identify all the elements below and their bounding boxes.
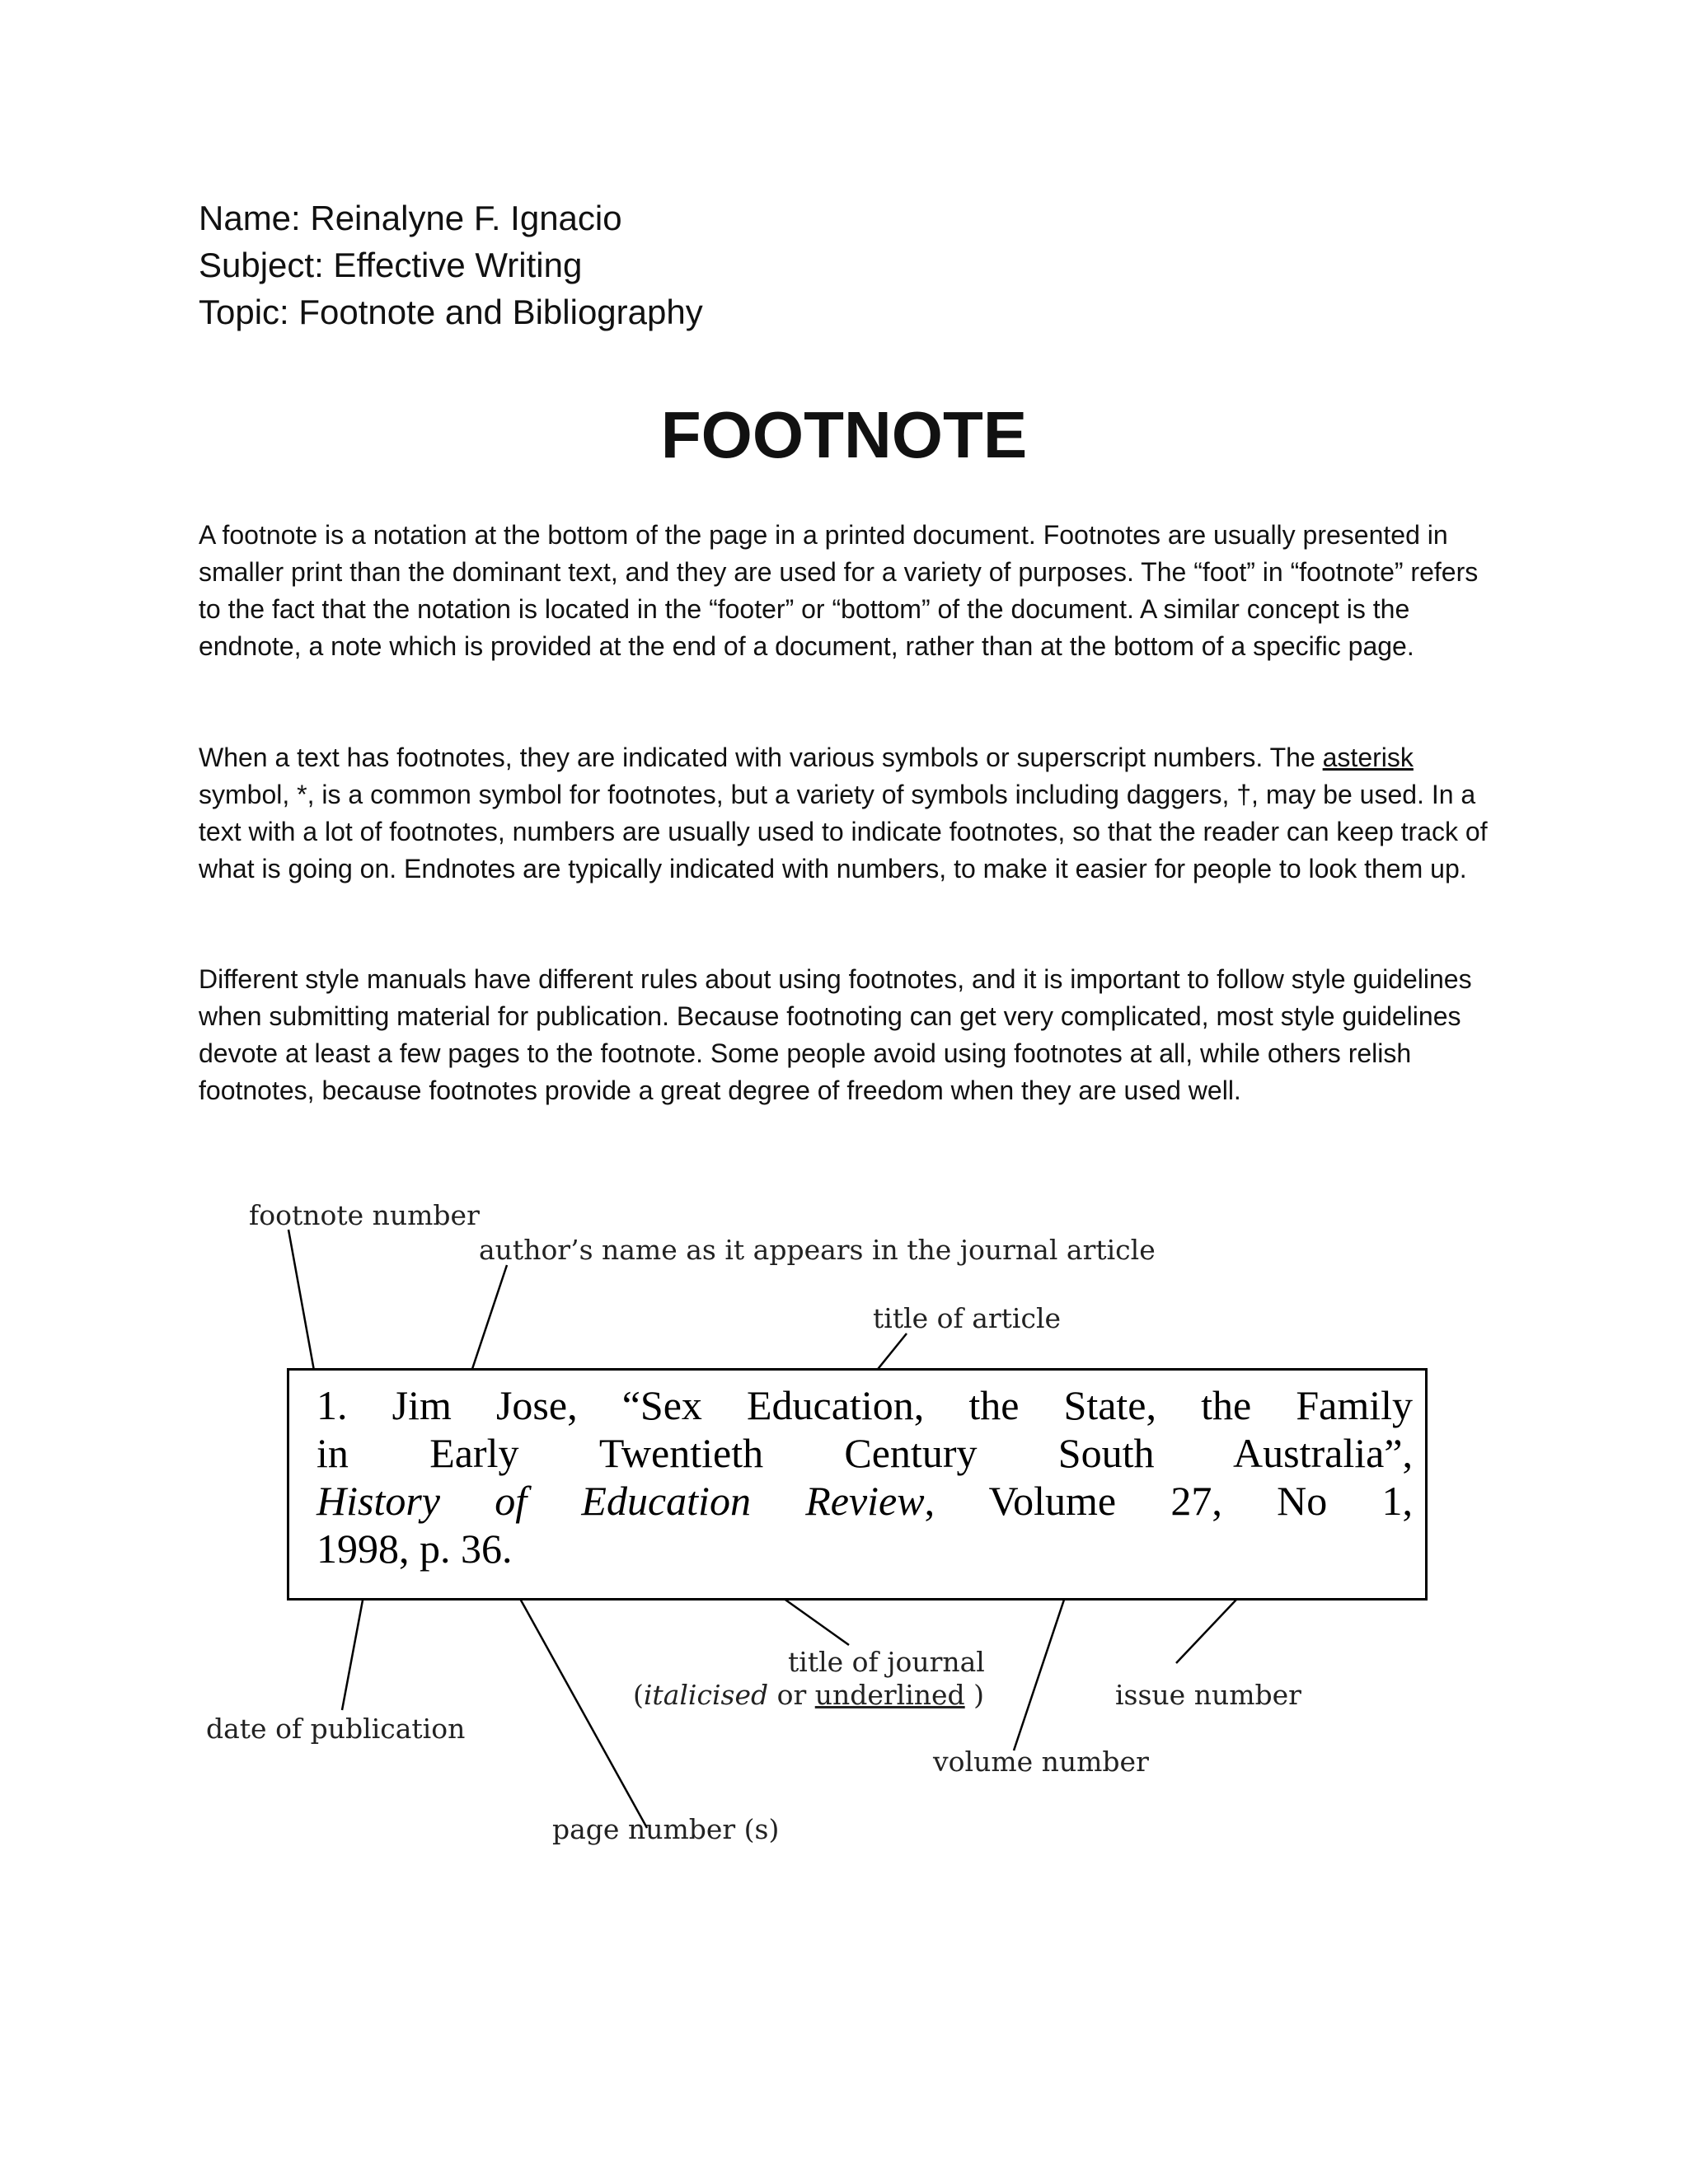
citation-journal-title: History of Education Review [316, 1478, 925, 1524]
student-name: Name: Reinalyne F. Ignacio [199, 199, 622, 237]
citation-line-1: 1. Jim Jose, “Sex Education, the State, the Family [316, 1382, 1413, 1428]
journal-format-or: or [768, 1679, 815, 1711]
label-page-number: page number (s) [552, 1813, 780, 1845]
label-journal-format [633, 1679, 984, 1712]
label-title-of-article: title of article [873, 1302, 1062, 1334]
citation-text [316, 1381, 1413, 1572]
journal-format-italic: italicised [643, 1679, 769, 1711]
label-date-of-publication: date of publication [206, 1713, 466, 1745]
paragraph-symbols-text-end: symbol, *, is a common symbol for footnotes, but a variety of symbols including daggers, †, may be used. In a text with a lot of footnotes, numbers are usually used to indicate footnotes, so that the reader can keep track of what is going on. Endnotes are typically indicated with numbers, to make it easier for people to look them up. [199, 780, 1488, 883]
citation-volume-issue: , Volume 27, No 1, [924, 1478, 1413, 1524]
arrow-footnote-number [288, 1230, 317, 1389]
subject-line: Subject: Effective Writing [199, 246, 583, 284]
label-footnote-number: footnote number [249, 1199, 480, 1231]
paragraph-symbols-text-start: When a text has footnotes, they are indicated with various symbols or superscript numbers. The [199, 743, 1323, 772]
label-author-name: author’s name as it appears in the journal article [479, 1234, 1156, 1266]
page-title: FOOTNOTE [660, 398, 1028, 471]
label-title-of-journal: title of journal [788, 1646, 985, 1678]
asterisk-link[interactable]: asterisk [1322, 743, 1414, 772]
citation-line-3 [316, 1477, 1413, 1525]
paragraph-style-manuals: Different style manuals have different rules about using footnotes, and it is important to follow style guidelines when submitting material for publication. Because footnoting can get very complicated, most style guidelines devote at least a few pages to the footnote. Some people avoid using footnotes at all, while others relish footnotes, because footnotes provide a great degree of freedom when they are used well. [199, 964, 1472, 1105]
citation-line-2: in Early Twentieth Century South Australia”, [316, 1430, 1413, 1476]
paragraph-definition: A footnote is a notation at the bottom of the page in a printed document. Footnotes are usually presented in smaller print than the dominant text, and they are used for a variety of purposes. The “foot” in “footnote” refers to the fact that the notation is located in the “footer” or “bottom” of the document. A similar concept is the endnote, a note which is provided at the end of a document, rather than at the bottom of a specific page. [199, 520, 1479, 661]
topic-line: Topic: Footnote and Bibliography [199, 293, 703, 331]
label-volume-number: volume number [933, 1746, 1149, 1778]
journal-format-close: ) [964, 1679, 985, 1711]
journal-format-underlined: underlined [814, 1679, 965, 1711]
journal-format-open: ( [633, 1679, 644, 1711]
citation-line-4: 1998, p. 36. [316, 1526, 513, 1572]
arrow-page-number [511, 1582, 647, 1828]
label-issue-number: issue number [1115, 1679, 1301, 1711]
